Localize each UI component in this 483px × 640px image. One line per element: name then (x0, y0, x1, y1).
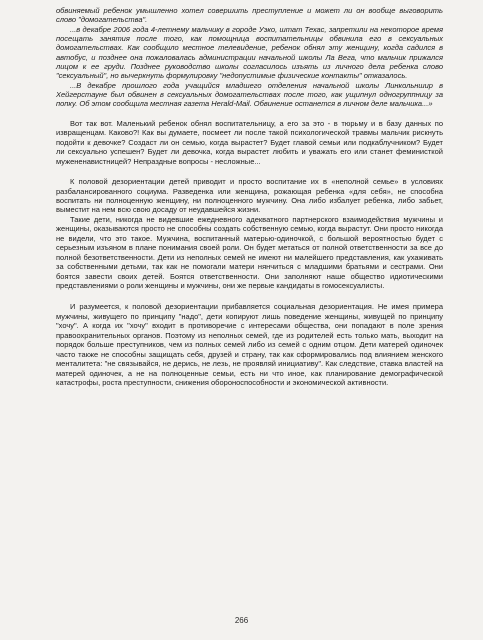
main-text (56, 119, 443, 388)
quoted-excerpt (56, 6, 443, 109)
quote-paragraph-3: ...В декабре прошлого года учащийся младшего отделения начальной школы Линкольншир в Хейгерстауне был обвинен в сексуальных домогательствах после того, как ущипнул одногруппницу за попку. Об этом сообщила местная газета Herald-Mail. Обвинение останется в личном деле мальчика...» (56, 80, 443, 109)
quote-paragraph-2: ...в декабре 2006 года 4-летнему мальчику в городе Уэко, штат Техас, запретили на некоторое время посещать занятия после того, как помощница воспитательницы обвинила его в сексуальных домогательствах. Как сообщило местное телевидение, ребенок обнял эту женщину, когда садился в автобус, и позднее она пожаловалась администрации начальной школы Ла Вега, что мальчик прижался лицом к ее груди. Позднее руководство школы согласилось изъять из личного дела ребенка слово "сексуальный", но вычеркнуть формулировку "недопустимые физические контакты" отказалось. (56, 24, 443, 81)
body-paragraph-2: К половой дезориентации детей приводит и просто воспитание их в «неполной семье» в условиях разбалансированного социума. Разведенка или женщина, рожающая ребенка «для себя», не способна воспитать ни полноценную женщину, ни полноценного мужчину. Она либо избалует ребенка, либо забьет, выместит на нем всю свою досаду от неудавшейся жизни. (56, 177, 443, 215)
body-paragraph-3: Такие дети, никогда не видевшие ежедневного адекватного партнерского взаимодействия мужчины и женщины, оказываются просто не способны создать собственную семью, когда вырастут. Они просто никогда не видели, что это такое. Мужчина, воспитанный матерью-одиночкой, с большой вероятностью будет с серьезным изъяном в плане понимания своей роли. Он будет метаться от полной ответственности за все до полной безответственности. Дети из неполных семей не имеют ни малейшего представления, как ухаживать за собственными детьми, так как не помогали матери нянчиться с младшими братьями и сестрами. Они боятся завести своих детей. Боятся ответственности. Они заполняют наше общество идиотическими представлениями о роли женщины и мужчины, они же первые кандидаты в гомосексуалисты. (56, 214, 443, 291)
body-paragraph-4: И разумеется, к половой дезориентации прибавляется социальная дезориентация. Не имея примера мужчины, живущего по принципу "надо", дети копируют лишь поведение женщины, живущей по принципу "хочу". А когда их "хочу" входит в противоречие с интересами общества, они попадают в поле зрения правоохранительных органов. Поэтому из неполных семей, где из родителей есть только мать, выходит на порядок больше преступников, чем из полных семей либо из семей с одним отцом. Дети матерей одиночек часто также не способны защищать себя, друзей и страну, так как сформировались под влиянием женского менталитета: "не связывайся, не дерись, не лезь, не проявляй инициативу". Как следствие, ставка властей на матерей одиночек, а не на полноценные семьи, есть ни что иное, как планирование демографической катастрофы, роста преступности, снижения обороноспособности и экономической активности. (56, 302, 443, 388)
quote-paragraph-1: обвиняемый ребенок умышленно хотел совершить преступление и может ли он вообще выговорить слово "домогательства". (56, 6, 443, 25)
body-paragraph-1: Вот так вот. Маленький ребенок обнял воспитательницу, а его за это - в тюрьму и в базу данных по извращенцам. Каково?! Как вы думаете, посмеет ли после такой психологической травмы мальчик рискнуть подойти к девочке? Создаст ли он семью, когда вырастет? Будет главой семьи или подкаблучником? Будет ли сексуально успешен? Будет ли девочка, когда вырастет любить и уважать его или станет феминисткой мужененавистницей? Непраздные вопросы - несложные... (56, 118, 443, 166)
page-number: 266 (234, 616, 249, 625)
